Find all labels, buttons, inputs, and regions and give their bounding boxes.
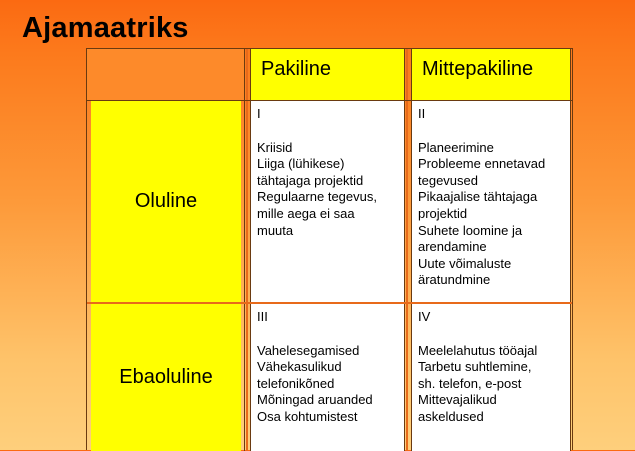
quadrant-numeral: I [257,106,261,121]
quadrant-line: muuta [257,222,294,238]
quadrant-line: Probleeme ennetavad [418,156,546,172]
quadrant-numeral: II [418,106,426,121]
grid-divider [87,302,572,304]
quadrant-line: Tarbetu suhtlemine, [418,359,532,375]
header-corner-cell [87,49,245,101]
quadrant-4 [412,304,570,451]
quadrant-line: Pikaajalise tähtajaga [418,189,538,205]
quadrant-line: äratundmine [418,272,491,288]
row-header-important [91,101,241,302]
column-header-not-urgent: Mittepakiline [412,49,570,101]
quadrant-line: projektid [418,205,468,221]
quadrant-line: mille aega ei saa [257,205,355,221]
quadrant-line: tähtajaga projektid [257,172,364,188]
page-title: Ajamaatriks [22,12,189,44]
quadrant-line: sh. telefon, e-post [418,375,522,391]
quadrant-numeral: IV [418,309,431,324]
grid-divider [570,49,571,451]
quadrant-line: Osa kohtumistest [257,408,358,424]
grid-divider [87,100,572,101]
quadrant-line: Uute võimaluste [418,255,512,271]
column-header-urgent: Pakiline [251,49,404,101]
quadrant-3 [251,304,404,451]
quadrant-line: Kriisid [257,139,293,155]
quadrant-line: askeldused [418,408,484,424]
grid-divider [411,49,412,451]
quadrant-line: Planeerimine [418,139,494,155]
quadrant-line: Meelelahutus tööajal [418,342,538,358]
time-matrix-table [86,48,573,450]
quadrant-line: Liiga (lühikese) [257,156,345,172]
quadrant-line: arendamine [418,239,487,255]
grid-divider [404,49,405,451]
quadrant-line: Suhete loomine ja [418,222,523,238]
grid-divider [244,49,245,451]
quadrant-line: Mittevajalikud [418,392,497,408]
quadrant-numeral: III [257,309,268,324]
quadrant-line: Vähekasulikud [257,359,342,375]
grid-divider [250,49,251,451]
quadrant-line: Vahelesegamised [257,342,360,358]
quadrant-1 [251,101,404,302]
quadrant-line: telefonikõned [257,375,335,391]
quadrant-line: Regulaarne tegevus, [257,189,377,205]
row-header-not-important [91,304,241,451]
row-header-important-label: Oluline [134,190,198,212]
grid-divider [246,49,248,451]
quadrant-2 [412,101,570,302]
quadrant-line: tegevused [418,172,478,188]
grid-divider [406,49,408,451]
row-header-not-important-label: Ebaoluline [119,366,213,388]
quadrant-line: Mõningad aruanded [257,392,373,408]
